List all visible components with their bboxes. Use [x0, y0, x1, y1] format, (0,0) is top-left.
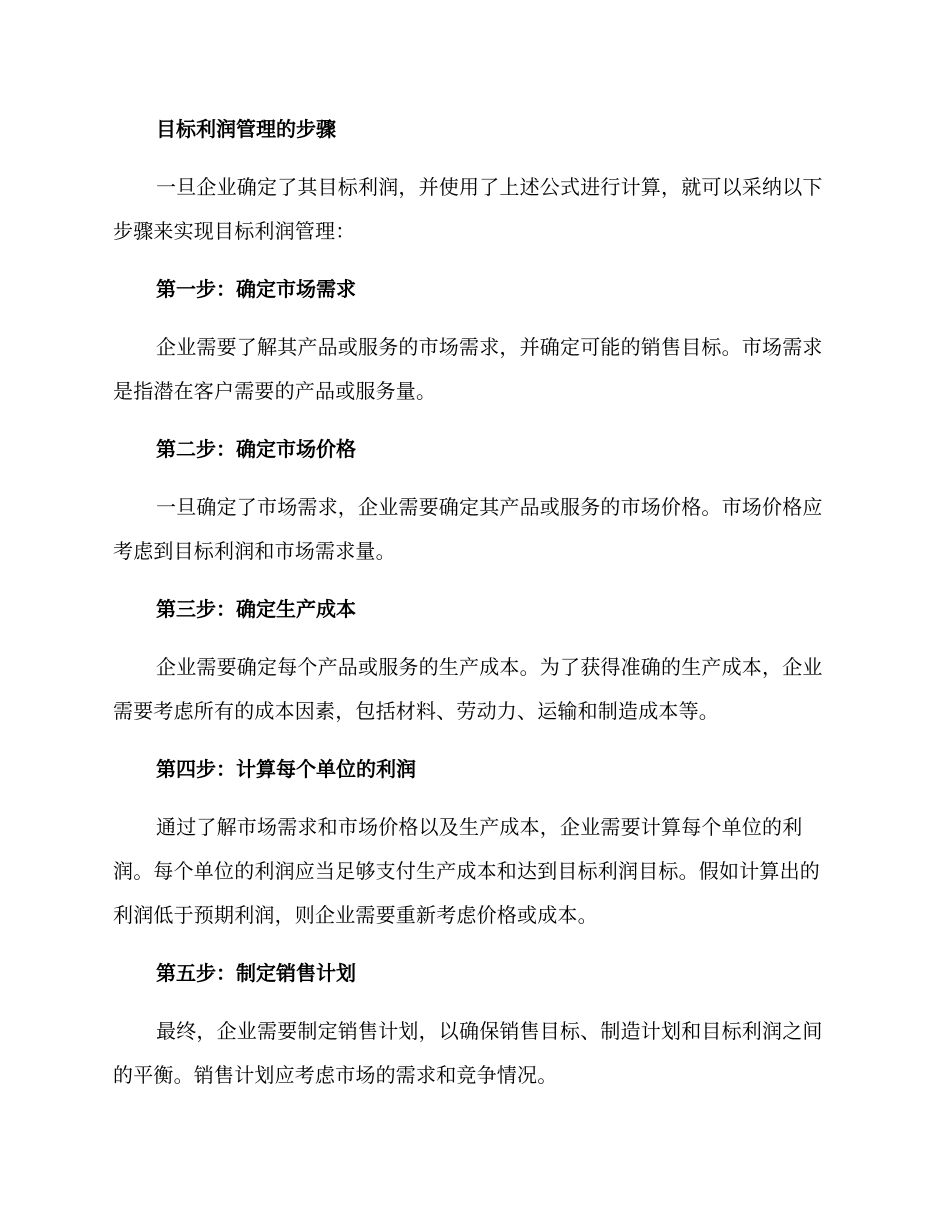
intro-paragraph: 一旦企业确定了其目标利润，并使用了上述公式进行计算，就可以采纳以下步骤来实现目标利润管理：: [113, 175, 823, 243]
step-5-heading: 第五步：制定销售计划: [156, 961, 356, 985]
step-5-body: 最终，企业需要制定销售计划，以确保销售目标、制造计划和目标利润之间的平衡。销售计划应考虑市场的需求和竞争情况。: [113, 1019, 823, 1087]
step-4-heading: 第四步：计算每个单位的利润: [156, 757, 416, 781]
document-content: [113, 107, 831, 1111]
step-3-heading: 第三步：确定生产成本: [156, 597, 356, 621]
step-1-heading: 第一步：确定市场需求: [156, 277, 356, 301]
step-1-body: 企业需要了解其产品或服务的市场需求，并确定可能的销售目标。市场需求是指潜在客户需要的产品或服务量。: [113, 335, 823, 403]
step-3-body: 企业需要确定每个产品或服务的生产成本。为了获得准确的生产成本，企业需要考虑所有的成本因素，包括材料、劳动力、运输和制造成本等。: [113, 655, 823, 723]
step-4-body: 通过了解市场需求和市场价格以及生产成本，企业需要计算每个单位的利润。每个单位的利润应当足够支付生产成本和达到目标利润目标。假如计算出的利润低于预期利润，则企业需要重新考虑价格或成本。: [113, 815, 820, 927]
step-2-heading: 第二步：确定市场价格: [156, 437, 356, 461]
document-title: 目标利润管理的步骤: [156, 117, 336, 141]
step-2-body: 一旦确定了市场需求，企业需要确定其产品或服务的市场价格。市场价格应考虑到目标利润和市场需求量。: [113, 495, 823, 563]
